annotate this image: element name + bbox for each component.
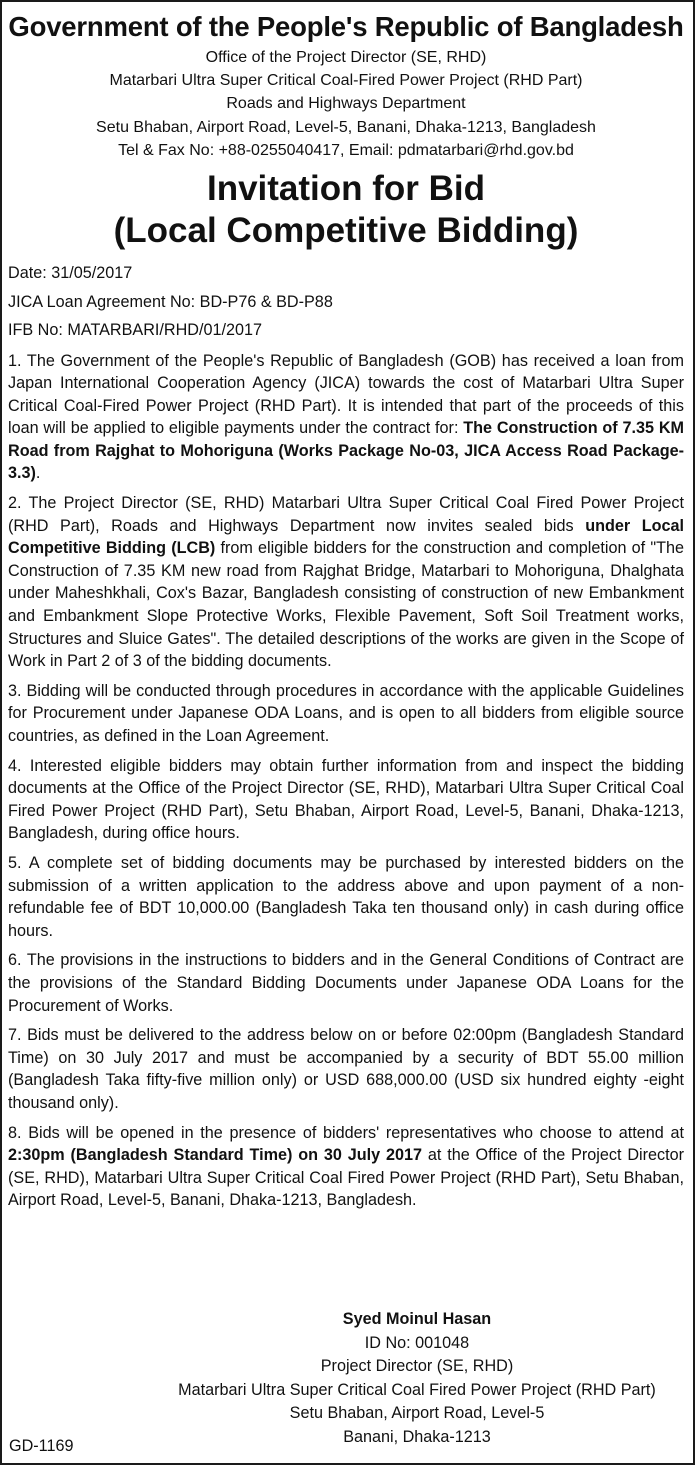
notice-subtitle: (Local Competitive Bidding) — [113, 211, 579, 251]
signature-block — [152, 1308, 682, 1450]
government-title: Government of the People's Republic of Bangladesh — [8, 11, 684, 42]
signatory-project: Matarbari Ultra Super Critical Coal Fired Power Project (RHD Part) — [178, 1380, 656, 1399]
signatory-id: ID No: 001048 — [364, 1333, 470, 1352]
office-line: Office of the Project Director (SE, RHD) — [205, 49, 487, 66]
paragraph-8-text-a: 8. Bids will be opened in the presence of bidders' representatives who choose to attend at — [8, 1123, 684, 1142]
paragraph-2-text-b: from eligible bidders for the construction and completion of "The Construction of 7.35 KM new road from Rajghat Bridge, Matarbari to Mohoriguna, Dhalghata under Maheshkhali, Cox's Bazar, Bangladesh consisting of construction of new Embankment and Embankment Slope Protective Works, Flexible Pavement, Soft Soil Treatment works, Structures and Sluice Gates". The detailed descriptions of the works are given in the Scope of Work in Part 2 of 3 of the bidding documents. — [8, 539, 684, 671]
signatory-name: Syed Moinul Hasan — [342, 1310, 492, 1328]
signatory-address-2: Banani, Dhaka-1213 — [343, 1427, 491, 1446]
paragraph-2-text-a: 2. The Project Director (SE, RHD) Matarbari Ultra Super Critical Coal Fired Power Project (RHD Part), Roads and Highways Department now invites sealed bids — [8, 494, 684, 535]
paragraph-8 — [8, 1122, 684, 1212]
gd-code: GD-1169 — [9, 1437, 74, 1455]
loan-agreement-number: JICA Loan Agreement No: BD-P76 & BD-P88 — [8, 292, 333, 311]
notice-date: Date: 31/05/2017 — [8, 264, 133, 283]
paragraph-4: 4. Interested eligible bidders may obtain further information from and inspect the bidding documents at the Office of the Project Director (SE, RHD), Matarbari Ultra Super Critical Coal Fired Power Project (RHD Part), Setu Bhaban, Airport Road, Level-5, Banani, Dhaka-1213, Bangladesh, during office hours. — [8, 756, 684, 843]
signatory-position: Project Director (SE, RHD) — [320, 1357, 514, 1376]
address-line: Setu Bhaban, Airport Road, Level-5, Banani, Dhaka-1213, Bangladesh — [96, 118, 596, 136]
paragraph-8-text-b: at the Office of the Project Director (SE, RHD), Matarbari Ultra Super Critical Coal Fired Power Project (RHD Part), Setu Bhaban, Airport Road, Level-5, Banani, Dhaka-1213, Bangladesh. — [8, 1146, 684, 1210]
contact-line: Tel & Fax No: +88-0255040417, Email: pdmatarbari@rhd.gov.bd — [118, 141, 574, 159]
notice-meta — [8, 261, 684, 343]
notice-title: Invitation for Bid — [206, 169, 486, 209]
paragraph-7: 7. Bids must be delivered to the address below on or before 02:00pm (Bangladesh Standard Time) on 30 July 2017 and must be accompanied by a security of BDT 55.00 million (Bangladesh Taka fifty-five million only) or USD 688,000.00 (USD six hundred eighty -eight thousand only). — [8, 1026, 684, 1112]
signatory-address-1: Setu Bhaban, Airport Road, Level-5 — [289, 1404, 545, 1423]
project-line: Matarbari Ultra Super Critical Coal-Fired Power Project (RHD Part) — [109, 72, 583, 90]
paragraph-1-contract-name: The Construction of 7.35 KM Road from Rajghat to Mohoriguna (Works Package No-03, JICA Access Road Package-3.3) — [8, 419, 684, 483]
paragraph-2-bidding-method: under Local Competitive Bidding (LCB) — [8, 516, 684, 558]
paragraph-6: 6. The provisions in the instructions to bidders and in the General Conditions of Contract are the provisions of the Standard Bidding Documents under Japanese ODA Loans for the Procurement of Works. — [8, 951, 684, 1015]
paragraph-2 — [8, 492, 684, 673]
paragraph-1-text: 1. The Government of the People's Republic of Bangladesh (GOB) has received a loan from Japan International Cooperation Agency (JICA) towards the cost of Matarbari Ultra Super Critical Coal-Fired Power Project (RHD Part). It is intended that part of the proceeds of this loan will be applied to eligible payments under the contract for: — [8, 351, 684, 438]
department-line: Roads and Highways Department — [226, 95, 466, 113]
paragraph-1-end: . — [35, 464, 41, 483]
paragraph-8-opening-time: 2:30pm (Bangladesh Standard Time) on 30 July 2017 — [8, 1146, 422, 1165]
letterhead — [8, 10, 684, 252]
paragraph-1 — [8, 350, 684, 486]
paragraph-3: 3. Bidding will be conducted through procedures in accordance with the applicable Guidelines for Procurement under Japanese ODA Loans, and is open to all bidders from eligible source countries, as defined in the Loan Agreement. — [8, 681, 684, 746]
paragraph-5: 5. A complete set of bidding documents may be purchased by interested bidders on the submission of a written application to the address above and upon payment of a non-refundable fee of BDT 10,000.00 (Bangladesh Taka ten thousand only) in cash during office hours. — [8, 853, 684, 940]
ifb-number: IFB No: MATARBARI/RHD/01/2017 — [8, 321, 262, 340]
